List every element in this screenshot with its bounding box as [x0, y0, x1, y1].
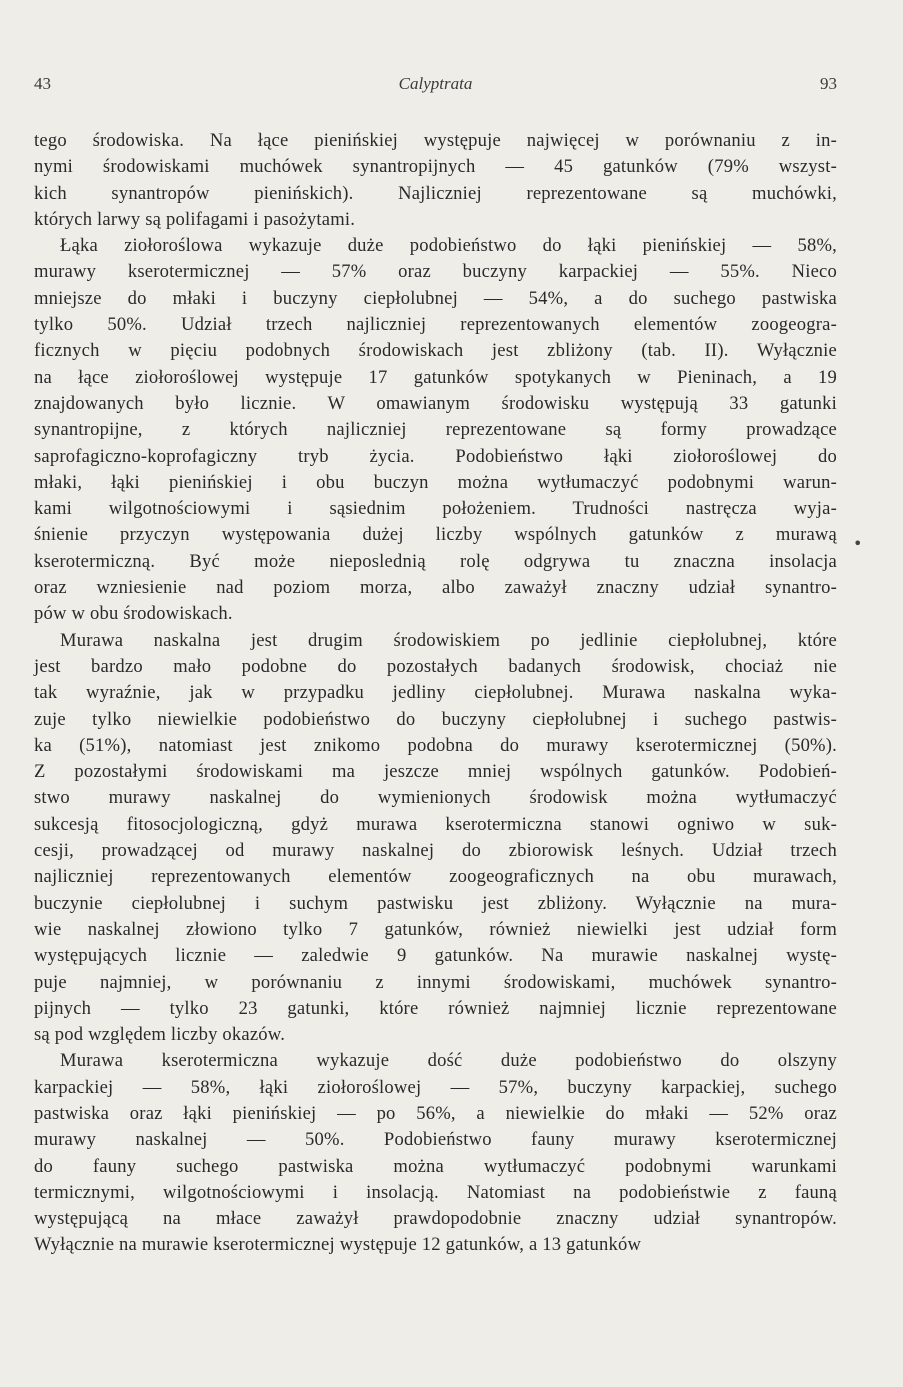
text-line: puje najmniej, w porównaniu z innymi środowiskami, muchówek synantro- [34, 971, 837, 993]
text-line: wie naskalnej złowiono tylko 7 gatunków, również niewielki jest udział form [34, 918, 837, 940]
paragraph [34, 128, 837, 233]
text-line: murawy naskalnej — 50%. Podobieństwo fauny murawy kserotermicznej [34, 1129, 837, 1151]
running-head [34, 74, 837, 98]
body-text [34, 128, 837, 1259]
text-line: mniejsze do młaki i buczyny ciepłolubnej — 54%, a do suchego pastwiska [34, 287, 837, 309]
page-number-left: 43 [34, 74, 51, 93]
text-line: są pod względem liczby okazów. [34, 1024, 286, 1046]
text-line: oraz wzniesienie nad poziom morza, albo zaważył znaczny udział synantro- [34, 577, 837, 599]
text-line: najliczniej reprezentowanych elementów zoogeograficznych na obu murawach, [34, 866, 837, 888]
text-line: na łące ziołoroślowej występuje 17 gatunków spotykanych w Pieninach, a 19 [34, 366, 837, 388]
text-line: saprofagiczno-koprofagiczny tryb życia. Podobieństwo łąki ziołoroślowej do [34, 445, 837, 467]
text-line: zuje tylko niewielkie podobieństwo do buczyny ciepłolubnej i suchego pastwis- [34, 708, 837, 730]
text-line: Z pozostałymi środowiskami ma jeszcze mniej wspólnych gatunków. Podobień- [34, 761, 837, 783]
text-line: kami wilgotnościowymi i sąsiednim położeniem. Trudności nastręcza wyja- [34, 498, 837, 520]
text-line: tylko 50%. Udział trzech najliczniej reprezentowanych elementów zoogeogra- [34, 314, 837, 336]
text-line: do fauny suchego pastwiska można wytłumaczyć podobnymi warunkami [34, 1155, 837, 1177]
text-line: Murawa naskalna jest drugim środowiskiem po jedlinie ciepłolubnej, które [60, 629, 837, 651]
paragraph [34, 1048, 837, 1258]
text-line: stwo murawy naskalnej do wymienionych środowisk można wytłumaczyć [34, 787, 837, 809]
text-line: pów w obu środowiskach. [34, 603, 233, 625]
text-line: tak wyraźnie, jak w przypadku jedliny ciepłolubnej. Murawa naskalna wyka- [34, 682, 837, 704]
text-line: Wyłącznie na murawie kserotermicznej występuje 12 gatunków, a 13 gatunków [34, 1234, 642, 1256]
text-line: śnienie przyczyn występowania dużej liczby wspólnych gatunków z murawą [34, 524, 837, 546]
page-number-right: 93 [820, 74, 837, 93]
text-line: termicznymi, wilgotnościowymi i insolacją. Natomiast na podobieństwie z fauną [34, 1181, 837, 1203]
text-line: tego środowiska. Na łące pienińskiej występuje najwięcej w porównaniu z in- [34, 130, 837, 151]
paragraph [34, 628, 837, 1049]
text-line: młaki, łąki pienińskiej i obu buczyn można wytłumaczyć podobnymi warun- [34, 471, 837, 493]
text-line: synantropijne, z których najliczniej reprezentowane są formy prowadzące [34, 419, 837, 441]
text-line: sukcesją fitosocjologiczną, gdyż murawa kserotermiczna stanowi ogniwo w suk- [34, 813, 837, 835]
text-line: kserotermiczną. Być może nieposlednią rolę odgrywa tu znaczna insolacja [34, 550, 837, 572]
text-line: Łąka ziołoroślowa wykazuje duże podobieństwo do łąki pienińskiej — 58%, [60, 235, 837, 257]
text-line: ka (51%), natomiast jest znikomo podobna do murawy kserotermicznej (50%). [34, 734, 837, 756]
text-line: występujących licznie — zaledwie 9 gatunków. Na murawie naskalnej wystę- [34, 945, 837, 967]
text-line: Murawa kserotermiczna wykazuje dość duże podobieństwo do olszyny [60, 1050, 837, 1072]
text-line: karpackiej — 58%, łąki ziołoroślowej — 57%, buczyny karpackiej, suchego [34, 1076, 837, 1098]
text-line: pijnych — tylko 23 gatunki, które również najmniej licznie reprezentowane [34, 997, 837, 1019]
text-line: jest bardzo mało podobne do pozostałych badanych środowisk, chociaż nie [34, 655, 837, 677]
running-title: Calyptrata [398, 74, 473, 93]
text-line: których larwy są polifagami i pasożytami. [34, 208, 356, 230]
text-line: pastwiska oraz łąki pienińskiej — po 56%, a niewielkie do młaki — 52% oraz [34, 1102, 837, 1124]
text-line: murawy kserotermicznej — 57% oraz buczyny karpackiej — 55%. Nieco [34, 261, 837, 283]
text-line: znajdowanych było licznie. W omawianym środowisku występują 33 gatunki [34, 392, 837, 414]
paragraph [34, 233, 837, 627]
text-line: występującą na młace zaważył prawdopodobnie znaczny udział synantropów. [34, 1208, 837, 1230]
text-line: ficznych w pięciu podobnych środowiskach jest zbliżony (tab. II). Wyłącznie [34, 340, 837, 362]
text-line: cesji, prowadzącej od murawy naskalnej do zbiorowisk leśnych. Udział trzech [34, 840, 837, 862]
text-line: kich synantropów pienińskich). Najliczniej reprezentowane są muchówki, [34, 182, 837, 204]
margin-mark: • [853, 534, 863, 553]
text-line: nymi środowiskami muchówek synantropijnych — 45 gatunków (79% wszyst- [34, 156, 837, 178]
text-line: buczynie ciepłolubnej i suchym pastwisku jest zbliżony. Wyłącznie na mura- [34, 892, 837, 914]
